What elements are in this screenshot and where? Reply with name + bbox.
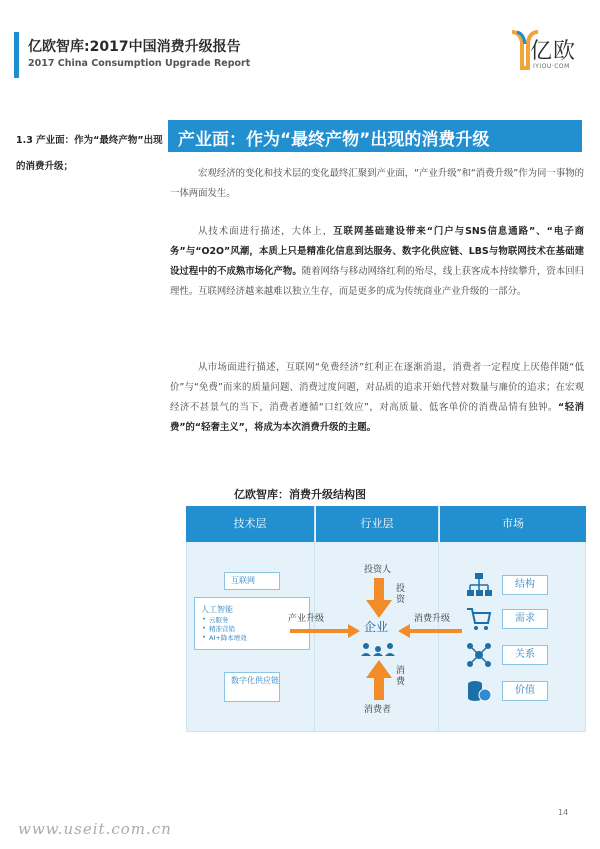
tech-box-digital-supply: 数字化供应链	[224, 672, 280, 702]
tech-ai-item: • AI+降本增效	[209, 633, 247, 642]
coins-icon	[466, 678, 492, 704]
invest-label: 投资	[396, 584, 406, 605]
paragraph-market-text: 从市场面进行描述，互联网“免费经济”红利正在逐渐消退，消费者一定程度上厌倦伴随“低价”与“免费”而来的质量问题、消费过度问题，对品质的追求开始代替对数量与廉价的追求；在宏观经济不甚景气的当下，消费者遵循“口红效应”，对高质量、低客单价的消费品情有独钟。	[170, 362, 584, 413]
enterprise-label: 企业	[364, 620, 389, 634]
network-icon	[466, 642, 492, 668]
paragraph-market	[170, 358, 584, 438]
paragraph-market-bold: “轻消费”的“轻奢主义”，将成为本次消费升级的主题。	[170, 402, 584, 433]
tech-ai-item: • 云服务	[209, 615, 229, 624]
column-head-tech: 技术层	[186, 506, 314, 542]
paragraph-tech-intro: 从技术面进行描述，大体上，	[198, 226, 334, 237]
consume-label: 消费	[396, 666, 406, 687]
tech-ai-title: 人工智能	[201, 605, 233, 614]
paragraph-tech-bold: 互联网基础建设带来“门户与SNS信息通路”、“电子商务”与“O2O”风潮，本质上只是精准化信息到达服务、数字化供应链、LBS与物联网技术在基础建设过程中的不成熟市场化产物。	[170, 226, 584, 277]
logo-text: 亿欧	[530, 39, 577, 64]
market-value: 价值	[502, 681, 548, 701]
section-title: 产业面：作为“最终产物”出现的消费升级	[178, 130, 490, 150]
consumption-upgrade-diagram	[186, 506, 586, 732]
paragraph-macro-text: 宏观经济的变化和技术层的变化最终汇聚到产业面，“产业升级”和“消费升级”作为同一事物的一体两面发生。	[170, 168, 584, 199]
header-accent-bar	[14, 32, 19, 78]
market-relationship: 关系	[502, 645, 548, 665]
market-structure: 结构	[502, 575, 548, 595]
industry-upgrade-label: 产业升级	[288, 614, 325, 624]
invest-down-arrow-icon	[366, 578, 392, 618]
structure-icon	[466, 572, 492, 598]
paragraph-macro	[170, 164, 584, 204]
logo-url: IYIOU·COM	[533, 63, 570, 70]
investor-label: 投资人	[364, 565, 392, 575]
column-head-market: 市场	[440, 506, 586, 542]
report-title: 亿欧智库:2017中国消费升级报告	[28, 39, 241, 55]
paragraph-tech-rest: 随着网络与移动网络红利的殆尽，线上获客成本持续攀升，资本回归理性。互联网经济越来越难以独立生存，而是更多的成为传统商业产业升级的一部分。	[170, 266, 584, 297]
paragraph-tech	[170, 222, 584, 302]
watermark: www.useit.com.cn	[18, 820, 172, 838]
tech-ai-item: • 精准营销	[209, 624, 235, 633]
consumer-label: 消费者	[364, 705, 392, 715]
cart-icon	[466, 606, 492, 632]
consumption-upgrade-arrow-icon	[398, 624, 462, 638]
consume-up-arrow-icon	[366, 660, 392, 700]
column-head-industry: 行业层	[316, 506, 438, 542]
market-demand: 需求	[502, 609, 548, 629]
tech-box-internet: 互联网	[224, 572, 280, 590]
section-side-note: 1.3 产业面：作为“最终产物”出现的消费升级；	[16, 135, 163, 172]
industry-upgrade-arrow-icon	[290, 624, 360, 638]
page-number: 14	[558, 808, 569, 817]
diagram-title: 亿欧智库：消费升级结构图	[234, 488, 366, 501]
consumption-upgrade-label: 消费升级	[414, 614, 451, 624]
report-subtitle: 2017 China Consumption Upgrade Report	[28, 58, 251, 69]
